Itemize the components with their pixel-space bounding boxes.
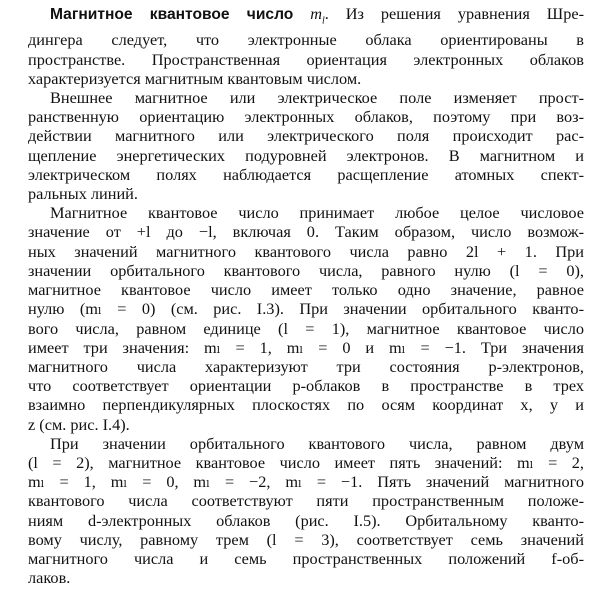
text-line	[6, 4, 584, 30]
text-line: Магнитное квантовое число принимает любое целое числовое	[50, 203, 584, 223]
text-line: лаков.	[28, 568, 71, 588]
text-line: ранственную ориентацию электронных облаков, поэтому при воз-	[28, 107, 584, 127]
text-line: При значении орбитального квантового числа, равном двум	[50, 433, 584, 453]
text-line: дингера следует, что электронные облака ориентированы в	[28, 30, 584, 50]
text-line: действии магнитного или электрического поля происходит рас-	[28, 126, 584, 146]
text-line: ральных линий.	[28, 184, 138, 204]
text-line: mₗ = 1, mₗ = 0, mₗ = −2, mₗ = −1. Пять значений магнитного	[28, 472, 584, 492]
text-line: ных значений магнитного квантового числа равно 2l + 1. При	[28, 241, 584, 261]
paragraph-d-f-orbitals	[6, 434, 584, 588]
text-line: магнитного числа характеризуют три состояния p-электронов,	[28, 356, 584, 376]
text-line: ниям d-электронных облаков (рис. I.5). Орбитальному кванто-	[28, 510, 584, 530]
section-heading: Магнитное квантовое число	[50, 6, 294, 23]
text-line: z (см. рис. I.4).	[28, 414, 130, 434]
text-line: характеризуется магнитным квантовым числом.	[28, 68, 362, 88]
text-line: нулю (mₗ = 0) (см. рис. I.3). При значении орбитального кванто-	[28, 299, 584, 319]
text-line: вого числа, равном единице (l = 1), магнитное квантовое число	[28, 318, 584, 338]
text-line-content: . Из решения уравнения Шре-	[324, 4, 584, 23]
text-line: что соответствует ориентации p-облаков в пространстве в трех	[28, 376, 584, 396]
paragraph-external-field	[6, 88, 584, 203]
heading-symbol: $m_l$	[310, 4, 325, 27]
text-line: (l = 2), магнитное квантовое число имеет пять значений: mₗ = 2,	[28, 452, 584, 472]
text-line: электрическом полях наблюдается расщепление атомных спект-	[28, 164, 584, 184]
text-line: имеет три значения: mₗ = 1, mₗ = 0 и mₗ = −1. Три значения	[28, 337, 584, 357]
paragraph-magnetic-quantum-number	[6, 4, 584, 88]
text-line: квантового числа соответствуют пяти пространственным положе-	[28, 491, 584, 511]
text-line: пространстве. Пространственная ориентация электронных облаков	[28, 49, 584, 69]
text-line: магнитное квантовое число имеет только одно значение, равное	[28, 280, 584, 300]
text-line: взаимно перпендикулярных плоскостях по осям координат x, y и	[28, 395, 584, 415]
text-line: Внешнее магнитное или электрическое поле изменяет прост-	[50, 88, 584, 108]
document-page	[6, 4, 584, 587]
text-line: значении орбитального квантового числа, равного нулю (l = 0),	[28, 260, 584, 280]
text-line: вому числу, равному трем (l = 3), соответствует семь значений	[28, 529, 584, 549]
text-line: значение от +l до −l, включая 0. Таким образом, число возмож-	[28, 222, 584, 242]
text-line: щепление энергетических подуровней электронов. В магнитном и	[28, 145, 584, 165]
text-line: магнитного числа и семь пространственных положений f-об-	[28, 548, 584, 568]
paragraph-values-range	[6, 203, 584, 433]
